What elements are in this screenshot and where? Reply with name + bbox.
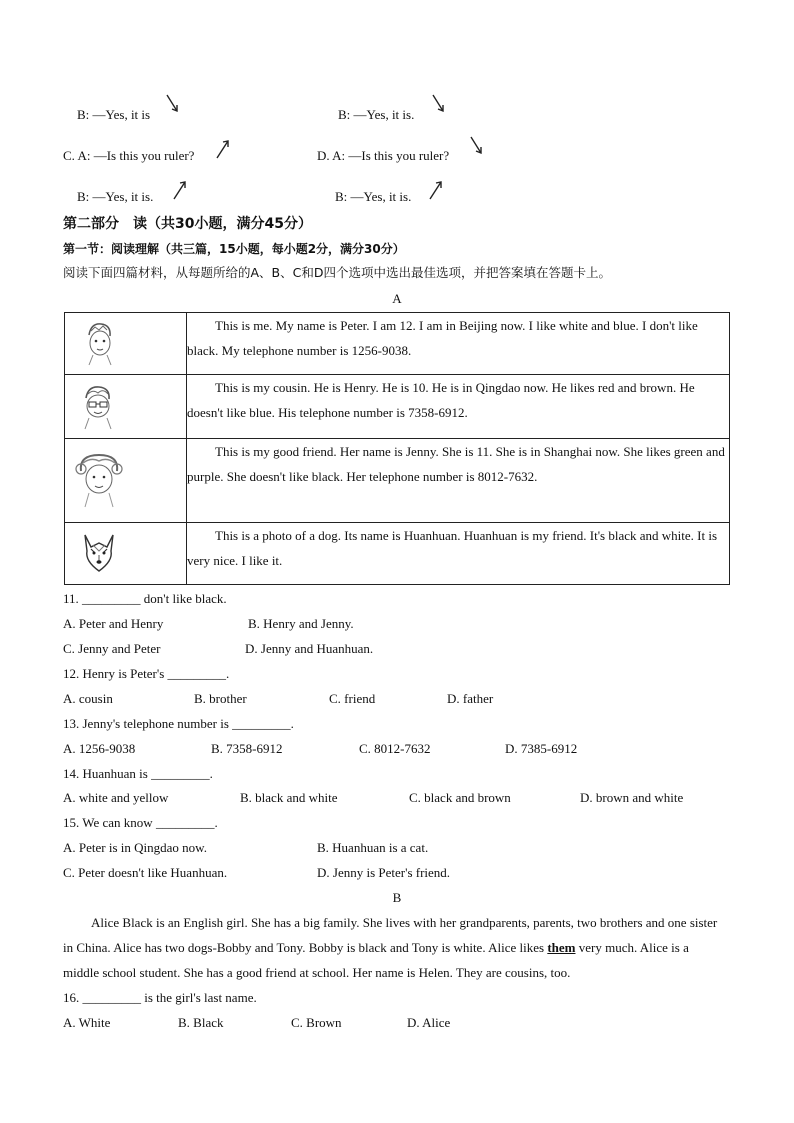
question-15-option-a[interactable]: A. Peter is in Qingdao now. <box>63 840 207 855</box>
reading-instruction: 阅读下面四篇材料，从每题所给的A、B、C和D四个选项中选出最佳选项，并把答案填在答题卡上。 <box>63 265 611 280</box>
table-row <box>65 439 730 523</box>
question-15-option-b[interactable]: B. Huanhuan is a cat. <box>317 840 429 855</box>
question-16-option-c[interactable]: C. Brown <box>291 1015 342 1030</box>
option-d-reply: B: —Yes, it is. <box>335 189 412 204</box>
henry-portrait-icon <box>77 383 119 431</box>
question-11-option-a[interactable]: A. Peter and Henry <box>63 616 164 631</box>
question-15-option-c[interactable]: C. Peter doesn't like Huanhuan. <box>63 865 228 880</box>
question-13-option-c[interactable]: C. 8012-7632 <box>359 741 431 756</box>
falling-intonation-arrow-icon <box>429 92 451 118</box>
question-15-stem: 15. We can know _________. <box>63 815 218 830</box>
passage-b-text-before: Alice Black is an English girl. She has a big family. She lives with her grandparents, parents, two brothers and one sister in China. Alice has two dogs-Bobby and Tony. Bobby is black and Tony is white. Alice likes <box>63 915 718 955</box>
option-c-question: C. A: —Is this you ruler? <box>63 148 195 163</box>
question-14-option-d[interactable]: D. brown and white <box>580 790 684 805</box>
henry-description: This is my cousin. He is Henry. He is 10. He is in Qingdao now. He likes red and brown. He doesn't like blue. His telephone number is 7358-6912. <box>187 380 695 420</box>
peter-portrait-icon <box>79 319 119 367</box>
question-11-option-b[interactable]: B. Henry and Jenny. <box>248 616 354 631</box>
text-cell <box>187 523 730 585</box>
huanhuan-dog-portrait-icon <box>79 531 119 575</box>
text-cell <box>187 313 730 375</box>
question-12-option-d[interactable]: D. father <box>447 691 494 706</box>
question-14-stem: 14. Huanhuan is _________. <box>63 766 213 781</box>
rising-intonation-arrow-icon <box>426 177 448 203</box>
rising-intonation-arrow-icon <box>170 177 192 203</box>
passage-a-table <box>64 312 730 585</box>
passage-a-label: A <box>392 291 402 306</box>
text-cell <box>187 439 730 523</box>
falling-intonation-arrow-icon <box>467 134 489 160</box>
question-13-option-b[interactable]: B. 7358-6912 <box>211 741 283 756</box>
part-2-title: 第二部分 读（共30小题，满分45分） <box>63 216 312 232</box>
jenny-description: This is my good friend. Her name is Jenny. She is 11. She is in Shanghai now. She likes green and purple. She doesn't like black. Her telephone number is 8012-7632. <box>187 444 725 484</box>
option-c-reply: B: —Yes, it is. <box>77 189 154 204</box>
passage-b-label: B <box>392 890 402 905</box>
question-16-option-a[interactable]: A. White <box>63 1015 111 1030</box>
question-14-option-c[interactable]: C. black and brown <box>409 790 511 805</box>
question-12-option-c[interactable]: C. friend <box>329 691 376 706</box>
table-row <box>65 375 730 439</box>
option-b-reply-left: B: —Yes, it is <box>77 107 151 122</box>
question-13-option-a[interactable]: A. 1256-9038 <box>63 741 136 756</box>
table-row <box>65 523 730 585</box>
peter-description: This is me. My name is Peter. I am 12. I am in Beijing now. I like white and blue. I don't like black. My telephone number is 1256-9038. <box>187 318 698 358</box>
question-11-option-d[interactable]: D. Jenny and Huanhuan. <box>245 641 374 656</box>
picture-cell <box>65 375 187 439</box>
question-12-stem: 12. Henry is Peter's _________. <box>63 666 230 681</box>
jenny-portrait-icon <box>71 449 127 511</box>
picture-cell <box>65 313 187 375</box>
question-11-stem: 11. _________ don't like black. <box>63 591 227 606</box>
table-row <box>65 313 730 375</box>
falling-intonation-arrow-icon <box>163 92 185 118</box>
question-14-option-a[interactable]: A. white and yellow <box>63 790 169 805</box>
picture-cell <box>65 439 187 523</box>
huanhuan-description: This is a photo of a dog. Its name is Huanhuan. Huanhuan is my friend. It's black and white. It is very nice. I like it. <box>187 528 718 568</box>
section-1-title: 第一节：阅读理解（共三篇，15小题，每小题2分，满分30分） <box>63 242 405 256</box>
question-16-stem: 16. _________ is the girl's last name. <box>63 990 257 1005</box>
question-14-option-b[interactable]: B. black and white <box>240 790 338 805</box>
question-16-option-d[interactable]: D. Alice <box>407 1015 451 1030</box>
passage-b-text-after: very much. Alice is a middle school student. She has a good friend at school. Her name is Helen. They are cousins, too. <box>63 940 689 980</box>
option-b-reply-right: B: —Yes, it is. <box>338 107 415 122</box>
question-15-option-d[interactable]: D. Jenny is Peter's friend. <box>317 865 451 880</box>
passage-b-text <box>63 910 721 985</box>
question-16-option-b[interactable]: B. Black <box>178 1015 224 1030</box>
question-13-option-d[interactable]: D. 7385-6912 <box>505 741 578 756</box>
question-12-option-b[interactable]: B. brother <box>194 691 247 706</box>
question-12-option-a[interactable]: A. cousin <box>63 691 113 706</box>
picture-cell <box>65 523 187 585</box>
question-13-stem: 13. Jenny's telephone number is _________. <box>63 716 294 731</box>
option-d-question: D. A: —Is this you ruler? <box>317 148 450 163</box>
rising-intonation-arrow-icon <box>213 136 235 162</box>
passage-b-emphasis-word: them <box>547 940 576 955</box>
text-cell <box>187 375 730 439</box>
question-11-option-c[interactable]: C. Jenny and Peter <box>63 641 161 656</box>
